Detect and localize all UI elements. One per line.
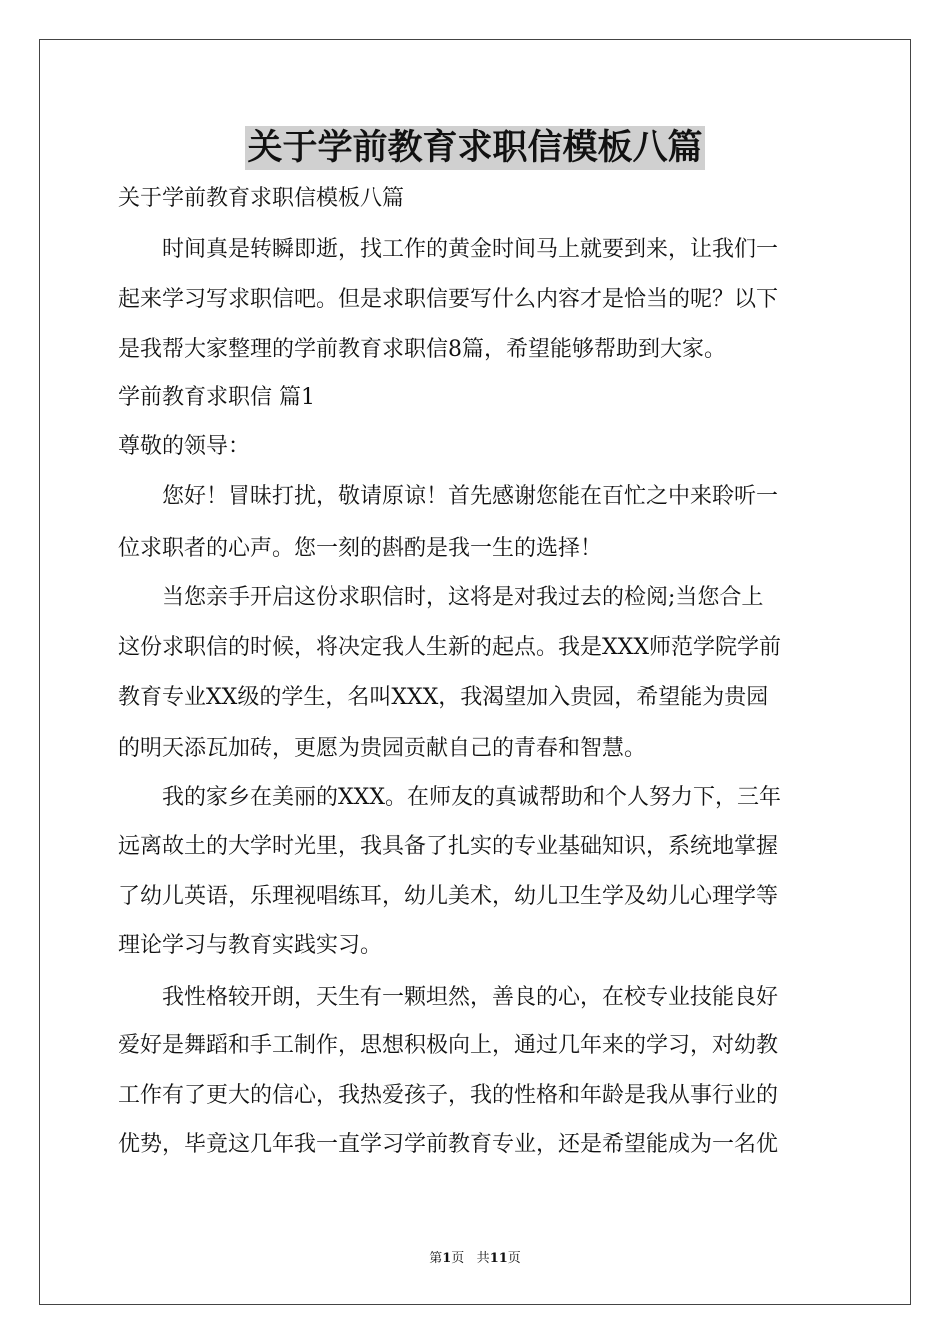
total-pages: 11 xyxy=(489,1251,508,1266)
section-heading: 学前教育求职信 篇1 xyxy=(118,385,315,410)
body-line: 理论学习与教育实践实习。 xyxy=(118,933,383,958)
title-container xyxy=(0,126,950,170)
body-line: 当您亲手开启这份求职信时，这将是对我过去的检阅;当您合上 xyxy=(118,585,764,610)
salutation: 尊敬的领导： xyxy=(118,434,251,459)
page-number: 1 xyxy=(442,1251,452,1266)
body-line: 工作有了更大的信心，我热爱孩子，我的性格和年龄是我从事行业的 xyxy=(118,1083,779,1108)
page-suffix: 页 xyxy=(451,1251,465,1266)
body-line: 关于学前教育求职信模板八篇 xyxy=(118,186,405,211)
body-line: 了幼儿英语，乐理视唱练耳，幼儿美术，幼儿卫生学及幼儿心理学等 xyxy=(118,884,779,909)
body-line: 是我帮大家整理的学前教育求职信8篇，希望能够帮助到大家。 xyxy=(118,337,726,362)
body-line: 时间真是转瞬即逝，找工作的黄金时间马上就要到来，让我们一 xyxy=(118,237,779,262)
total-prefix: 共 xyxy=(476,1251,490,1266)
page-footer xyxy=(0,1251,950,1267)
total-suffix: 页 xyxy=(507,1251,521,1266)
body-line: 教育专业XX级的学生，名叫XXX，我渴望加入贵园，希望能为贵园 xyxy=(118,685,769,710)
body-line: 我的家乡在美丽的XXX。在师友的真诚帮助和个人努力下，三年 xyxy=(118,785,781,810)
body-line: 爱好是舞蹈和手工制作，思想积极向上，通过几年来的学习，对幼教 xyxy=(118,1033,779,1058)
page-border xyxy=(39,39,911,1305)
body-line: 优势，毕竟这几年我一直学习学前教育专业，还是希望能成为一名优 xyxy=(118,1132,779,1157)
body-line: 我性格较开朗，天生有一颗坦然，善良的心，在校专业技能良好 xyxy=(118,985,779,1010)
page-prefix: 第 xyxy=(429,1251,443,1266)
body-line: 您好！冒昧打扰，敬请原谅！首先感谢您能在百忙之中来聆听一 xyxy=(118,484,779,509)
body-line: 的明天添瓦加砖，更愿为贵园贡献自己的青春和智慧。 xyxy=(118,736,647,761)
body-line: 远离故土的大学时光里，我具备了扎实的专业基础知识，系统地掌握 xyxy=(118,834,779,859)
document-title: 关于学前教育求职信模板八篇 xyxy=(247,127,703,168)
body-line: 位求职者的心声。您一刻的斟酌是我一生的选择！ xyxy=(118,536,603,561)
body-line: 这份求职信的时候，将决定我人生新的起点。我是XXX师范学院学前 xyxy=(118,635,781,660)
body-line: 起来学习写求职信吧。但是求职信要写什么内容才是恰当的呢？以下 xyxy=(118,287,779,312)
